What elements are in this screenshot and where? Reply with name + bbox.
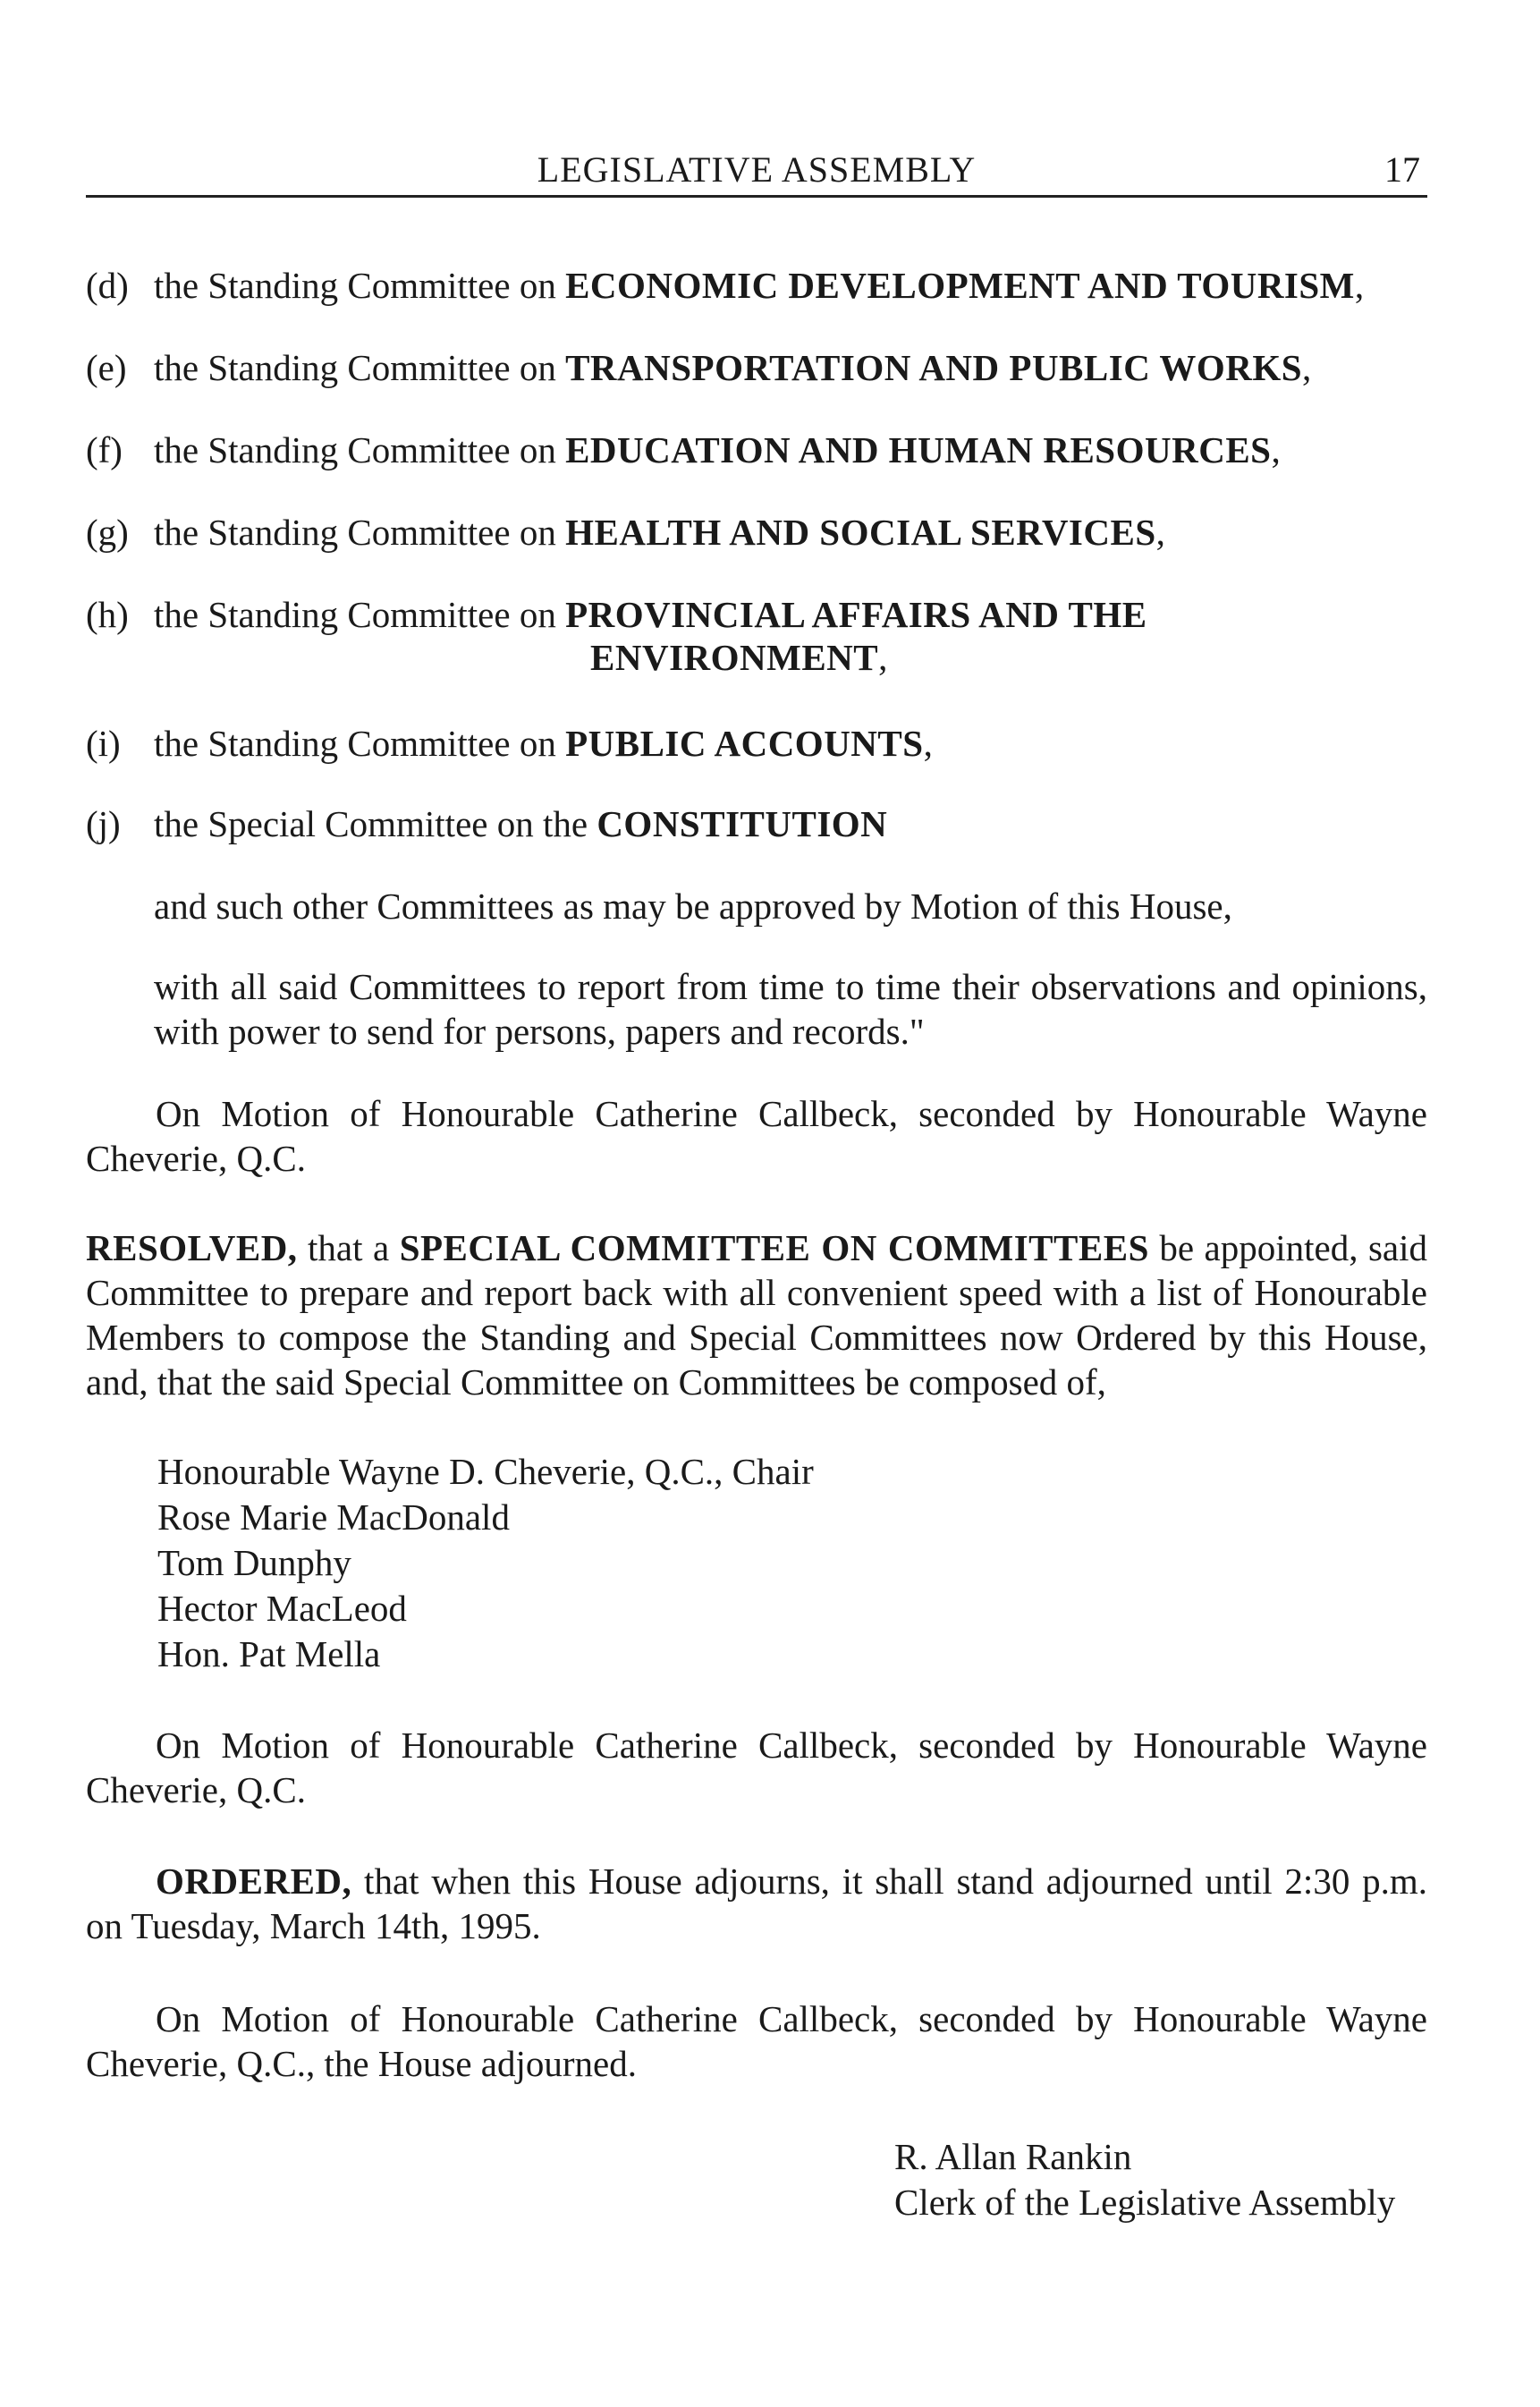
item-label: (g) (86, 512, 129, 553)
committee-name: HEALTH AND SOCIAL SERVICES (565, 512, 1156, 553)
header-title: LEGISLATIVE ASSEMBLY (537, 149, 977, 190)
item-prefix: the Standing Committee on (154, 512, 556, 553)
committee-name: PROVINCIAL AFFAIRS AND THE (565, 594, 1147, 635)
member-name: Hector MacLeod (157, 1588, 407, 1629)
ordered-paragraph (86, 1859, 1427, 1948)
item-label: (j) (86, 803, 121, 844)
item-prefix: the Standing Committee on (154, 723, 556, 764)
item-label: (h) (86, 594, 129, 635)
motion-paragraph: On Motion of Honourable Catherine Callbeck, seconded by Honourable Wayne Cheverie, Q.C. (86, 1093, 1427, 1179)
resolved-text: that a (297, 1227, 400, 1268)
ordered-lead: ORDERED, (156, 1860, 352, 1902)
item-suffix: , (1302, 347, 1312, 388)
other-committees-clause: and such other Committees as may be approved by Motion of this House, (154, 886, 1232, 927)
item-suffix: , (1155, 512, 1165, 553)
committee-members-list (157, 1449, 814, 1677)
item-label: (d) (86, 265, 129, 306)
item-label: (f) (86, 429, 123, 470)
member-name: Tom Dunphy (157, 1542, 351, 1583)
signature-block (894, 2134, 1395, 2225)
motion-paragraph: On Motion of Honourable Catherine Callbeck, seconded by Honourable Wayne Cheverie, Q.C. (86, 1725, 1427, 1810)
member-name: Honourable Wayne D. Cheverie, Q.C., Chair (157, 1451, 814, 1492)
resolved-lead: RESOLVED, (86, 1227, 298, 1268)
committee-name-continued: ENVIRONMENT (590, 637, 879, 678)
resolved-text-continued: be appointed, said Committee to prepare and report back with all convenient speed with a list of Honourable Members to compose the Standing and Special Committees now Ordered by this House, and, that the said Special Committee on Committees be composed of, (86, 1227, 1427, 1403)
item-suffix: , (1271, 429, 1281, 470)
signatory-title: Clerk of the Legislative Assembly (894, 2182, 1396, 2223)
item-prefix: the Standing Committee on (154, 594, 556, 635)
item-prefix: the Standing Committee on (154, 347, 556, 388)
item-suffix: , (1354, 265, 1365, 306)
ordered-text: that when this House adjourns, it shall stand adjourned until 2:30 p.m. on Tuesday, March 14th, 1995. (86, 1860, 1427, 1946)
item-label: (i) (86, 723, 121, 764)
resolved-paragraph (86, 1225, 1427, 1404)
page-number: 17 (1384, 149, 1420, 190)
member-name: Rose Marie MacDonald (157, 1496, 510, 1538)
item-prefix: the Special Committee on the (154, 803, 588, 844)
running-header (86, 143, 1427, 198)
special-committee-name: SPECIAL COMMITTEE ON COMMITTEES (399, 1227, 1149, 1268)
committee-name: CONSTITUTION (597, 803, 888, 844)
report-clause: with all said Committees to report from time to time their observations and opinions, with power to send for persons, papers and records." (154, 966, 1427, 1052)
committee-name: TRANSPORTATION AND PUBLIC WORKS (565, 347, 1303, 388)
item-prefix: the Standing Committee on (154, 265, 556, 306)
item-suffix: , (923, 723, 933, 764)
signatory-name: R. Allan Rankin (894, 2136, 1132, 2177)
committee-name: PUBLIC ACCOUNTS (565, 723, 924, 764)
member-name: Hon. Pat Mella (157, 1633, 381, 1674)
item-suffix: , (878, 637, 888, 678)
item-label: (e) (86, 347, 127, 388)
committee-name: EDUCATION AND HUMAN RESOURCES (565, 429, 1272, 470)
committee-name: ECONOMIC DEVELOPMENT AND TOURISM (565, 265, 1355, 306)
adjournment-motion: On Motion of Honourable Catherine Callbeck, seconded by Honourable Wayne Cheverie, Q.C., the House adjourned. (86, 1998, 1427, 2084)
item-prefix: the Standing Committee on (154, 429, 556, 470)
